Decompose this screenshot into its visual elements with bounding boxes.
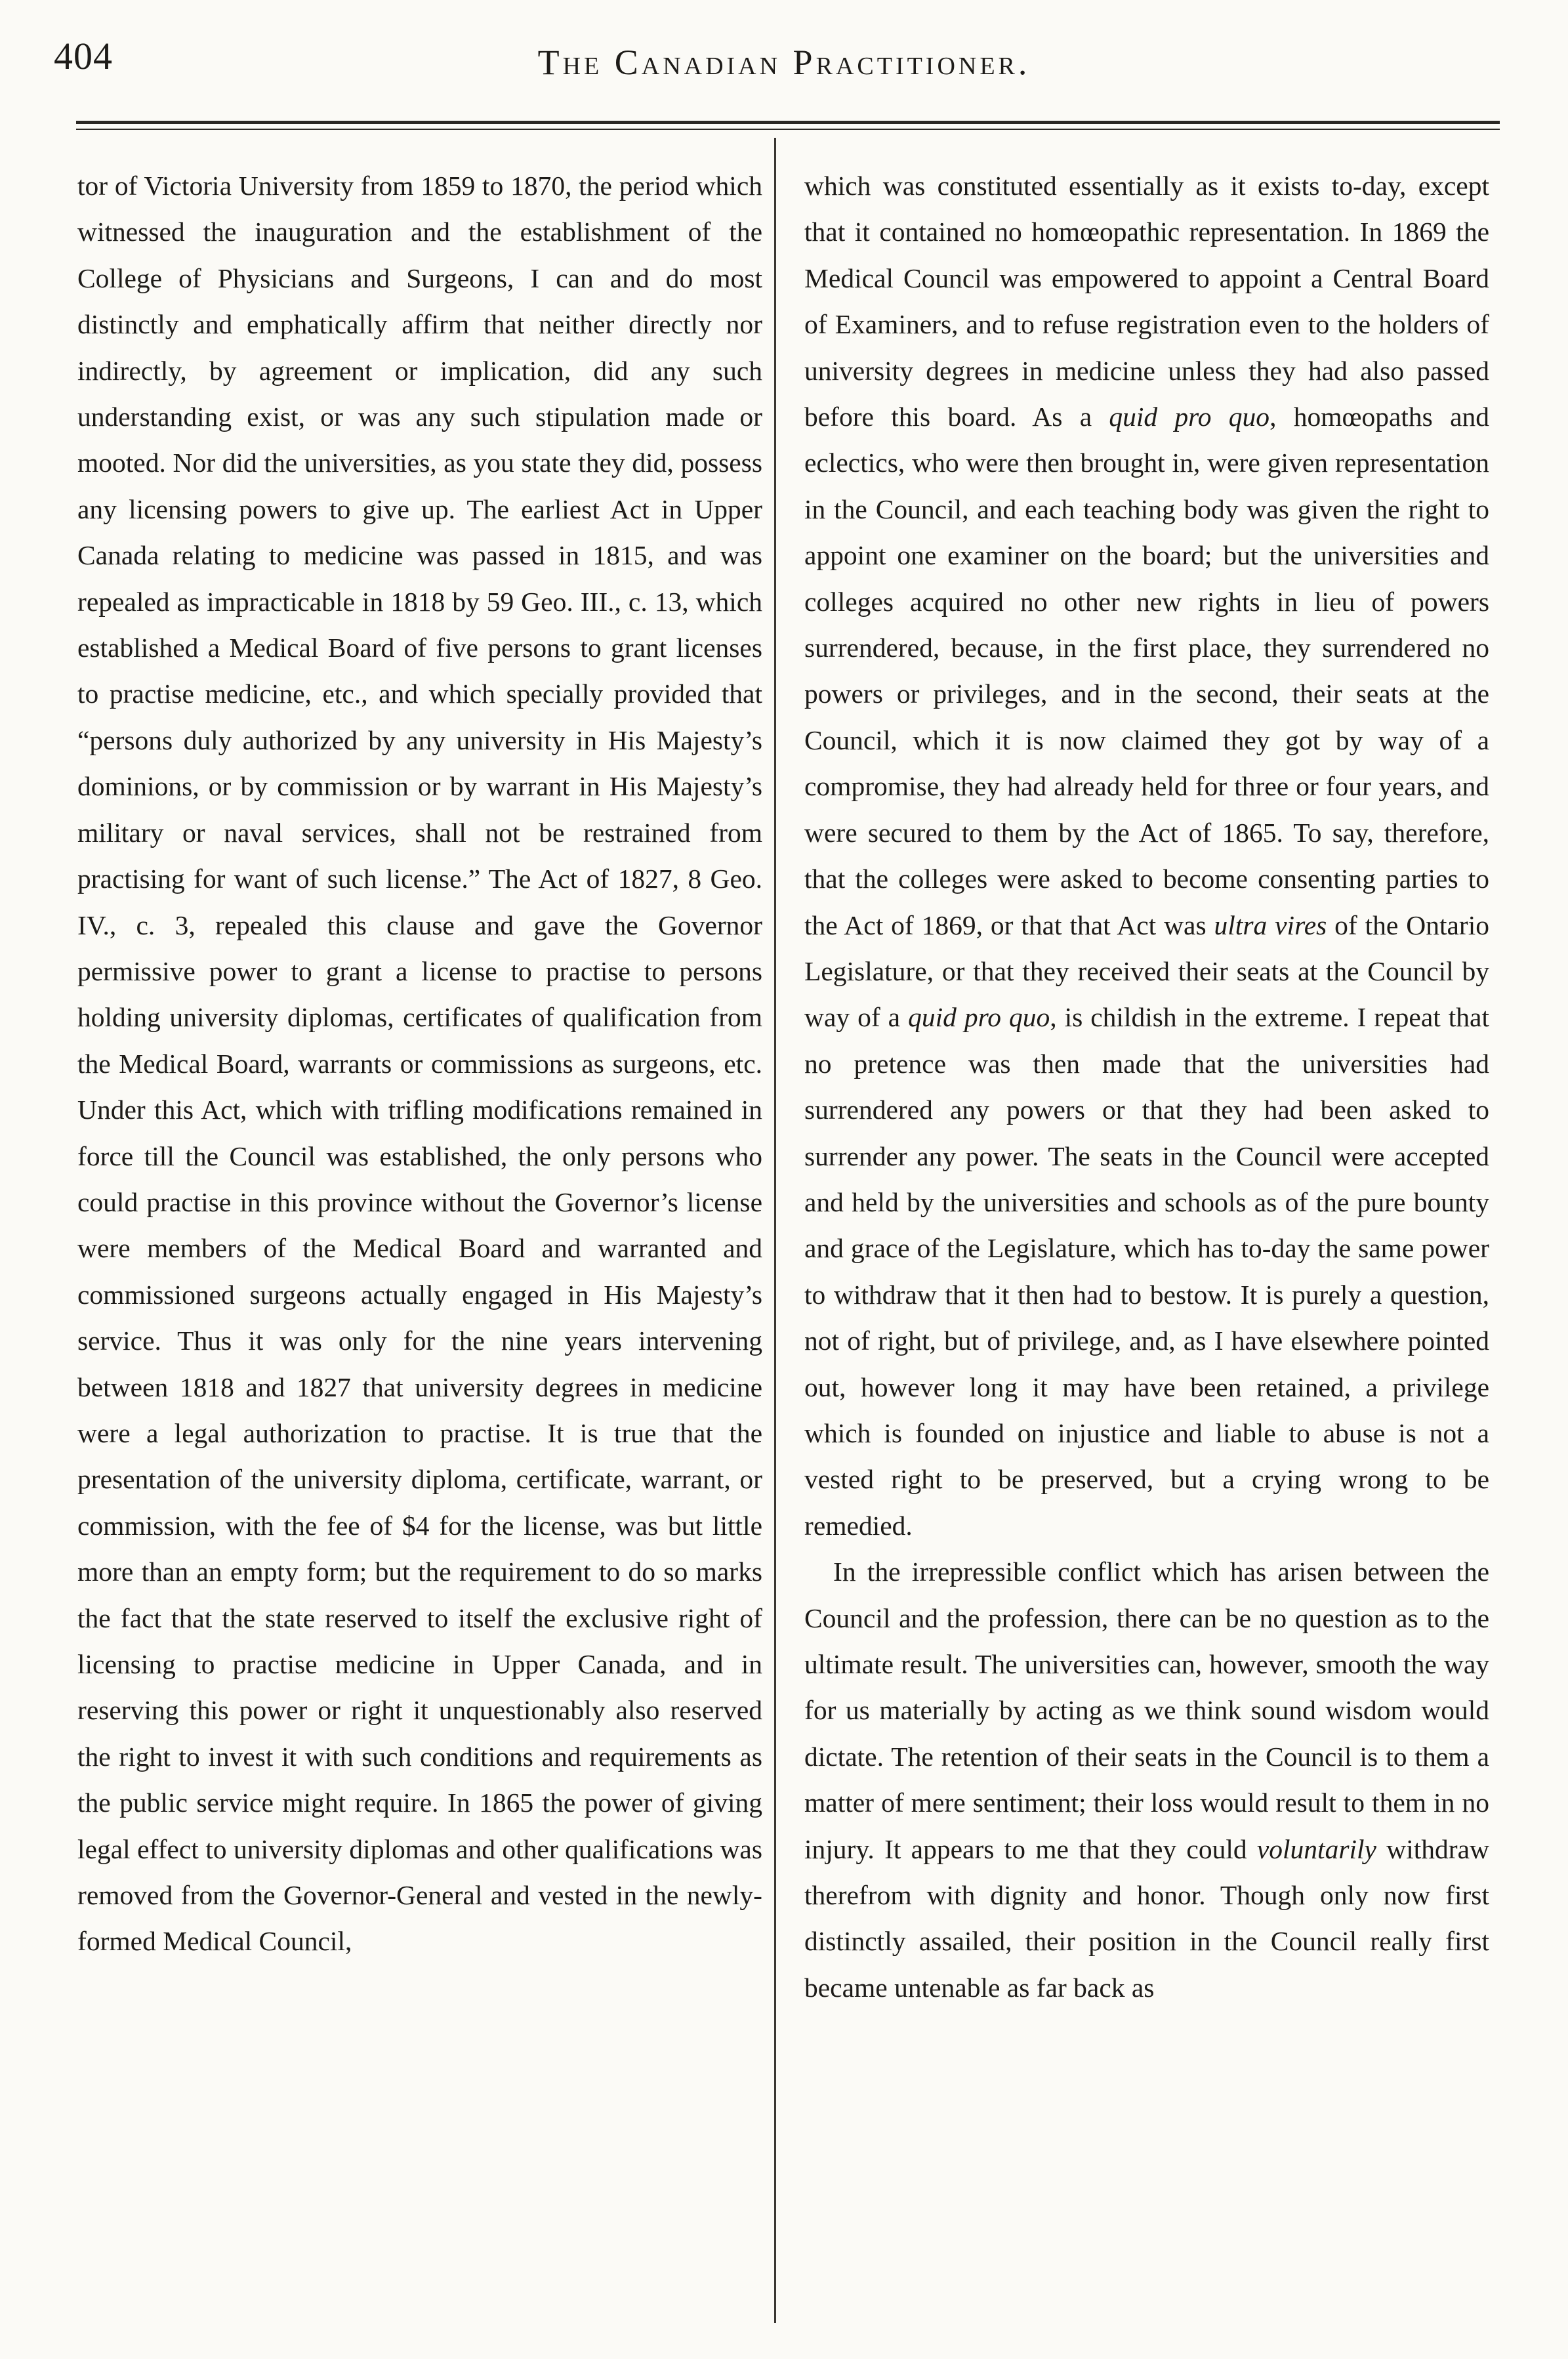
column-divider — [774, 138, 776, 2323]
italic-text: voluntarily — [1256, 1833, 1376, 1864]
paragraph — [804, 163, 1489, 1549]
right-column — [804, 163, 1489, 2011]
text-run: of the Ontario Legislature, or that they received their seats at the Council by way of a — [804, 909, 1489, 1033]
paragraph — [77, 163, 762, 1965]
header-rule-thick — [76, 121, 1500, 124]
running-title: The Canadian Practitioner. — [537, 43, 1031, 82]
text-run: withdraw therefrom with dignity and honor. Though only now first distinctly assailed, their position in the Council really first became untenable as far back as — [804, 1833, 1489, 2003]
header-rule-thin — [76, 129, 1500, 130]
text-run: In the irrepressible conflict which has arisen between the Council and the profession, there can be no question as to the ultimate result. The universities can, however, smooth the way for us materially by acting as we think sound wisdom would dictate. The retention of their seats in the Council is to them a matter of mere sentiment; their loss would result to them in no injury. It appears to me that they could — [804, 1556, 1489, 1864]
left-column — [77, 163, 762, 1965]
italic-text: quid pro quo — [1109, 402, 1270, 432]
text-run: , is childish in the extreme. I repeat that no pretence was then made that the universities had surrendered any powers or that they had been asked to surrender any power. The seats in the Council were accepted and held by the universities and schools as of the pure bounty and grace of the Legislature, which has to-day the same power to withdraw that it then had to bestow. It is purely a question, not of right, but of privilege, and, as I have elsewhere pointed out, however long it may have been retained, a privilege which is founded on injustice and liable to abuse is not a vested right to be preserved, but a crying wrong to be remedied. — [804, 1002, 1489, 1541]
italic-text: ultra vires — [1214, 909, 1327, 940]
page-number: 404 — [54, 35, 113, 77]
text-run: tor of Victoria University from 1859 to 1870, the period which witnessed the inauguration and the establishment of the College of Physicians and Surgeons, I can and do most distinctly and emphatically affirm that neither directly nor indirectly, by agreement or implication, did any such understanding exist, or was any such stipulation made or mooted. Nor did the universities, as you state they did, possess any licensing powers to give up. The earliest Act in Upper Canada relating to medicine was passed in 1815, and was repealed as impracticable in 1818 by 59 Geo. III., c. 13, which established a Medical Board of five persons to grant licenses to practise medicine, etc., and which specially provided that “persons duly authorized by any university in His Majesty’s dominions, or by commission or by warrant in His Majesty’s military or naval services, shall not be restrained from practising for want of such license.” The Act of 1827, 8 Geo. IV., c. 3, repealed this clause and gave the Governor permissive power to grant a license to practise to persons holding university diplomas, certificates of qualification from the Medical Board, warrants or commissions as surgeons, etc. Under this Act, which with trifling modifications remained in force till the Council was established, the only persons who could practise in this province without the Governor’s license were members of the Medical Board and warranted and commissioned surgeons actually engaged in His Majesty’s service. Thus it was only for the nine years intervening between 1818 and 1827 that university degrees in medicine were a legal authorization to practise. It is true that the presentation of the university diploma, certificate, warrant, or commission, with the fee of $4 for the license, was but little more than an empty form; but the requirement to do so marks the fact that the state reserved to itself the exclusive right of licensing to practise medicine in Upper Canada, and in reserving this power or right it unquestionably also reserved the right to invest it with such conditions and requirements as the public service might require. In 1865 the power of giving legal effect to university diplomas and other qualifications was removed from the Governor-General and vested in the newly-formed Medical Council, — [77, 171, 762, 1957]
text-run: , homœopaths and eclectics, who were then brought in, were given representation in the Council, and each teaching body was given the right to appoint one examiner on the board; but the universities and colleges acquired no other new rights in lieu of powers surrendered, because, in the first place, they surrendered no powers or privileges, and in the second, their seats at the Council, which it is now claimed they got by way of a compromise, they had already held for three or four years, and were secured to them by the Act of 1865. To say, therefore, that the colleges were asked to become consenting parties to the Act of 1869, or that that Act was — [804, 402, 1489, 940]
page-header — [0, 0, 1568, 131]
text-run: which was constituted essentially as it exists to-day, except that it contained no homœopathic representation. In 1869 the Medical Council was empowered to appoint a Central Board of Examiners, and to refuse registration even to the holders of university degrees in medicine unless they had also passed before this board. As a — [804, 171, 1489, 432]
italic-text: quid pro quo — [908, 1002, 1050, 1033]
paragraph — [804, 1549, 1489, 2011]
